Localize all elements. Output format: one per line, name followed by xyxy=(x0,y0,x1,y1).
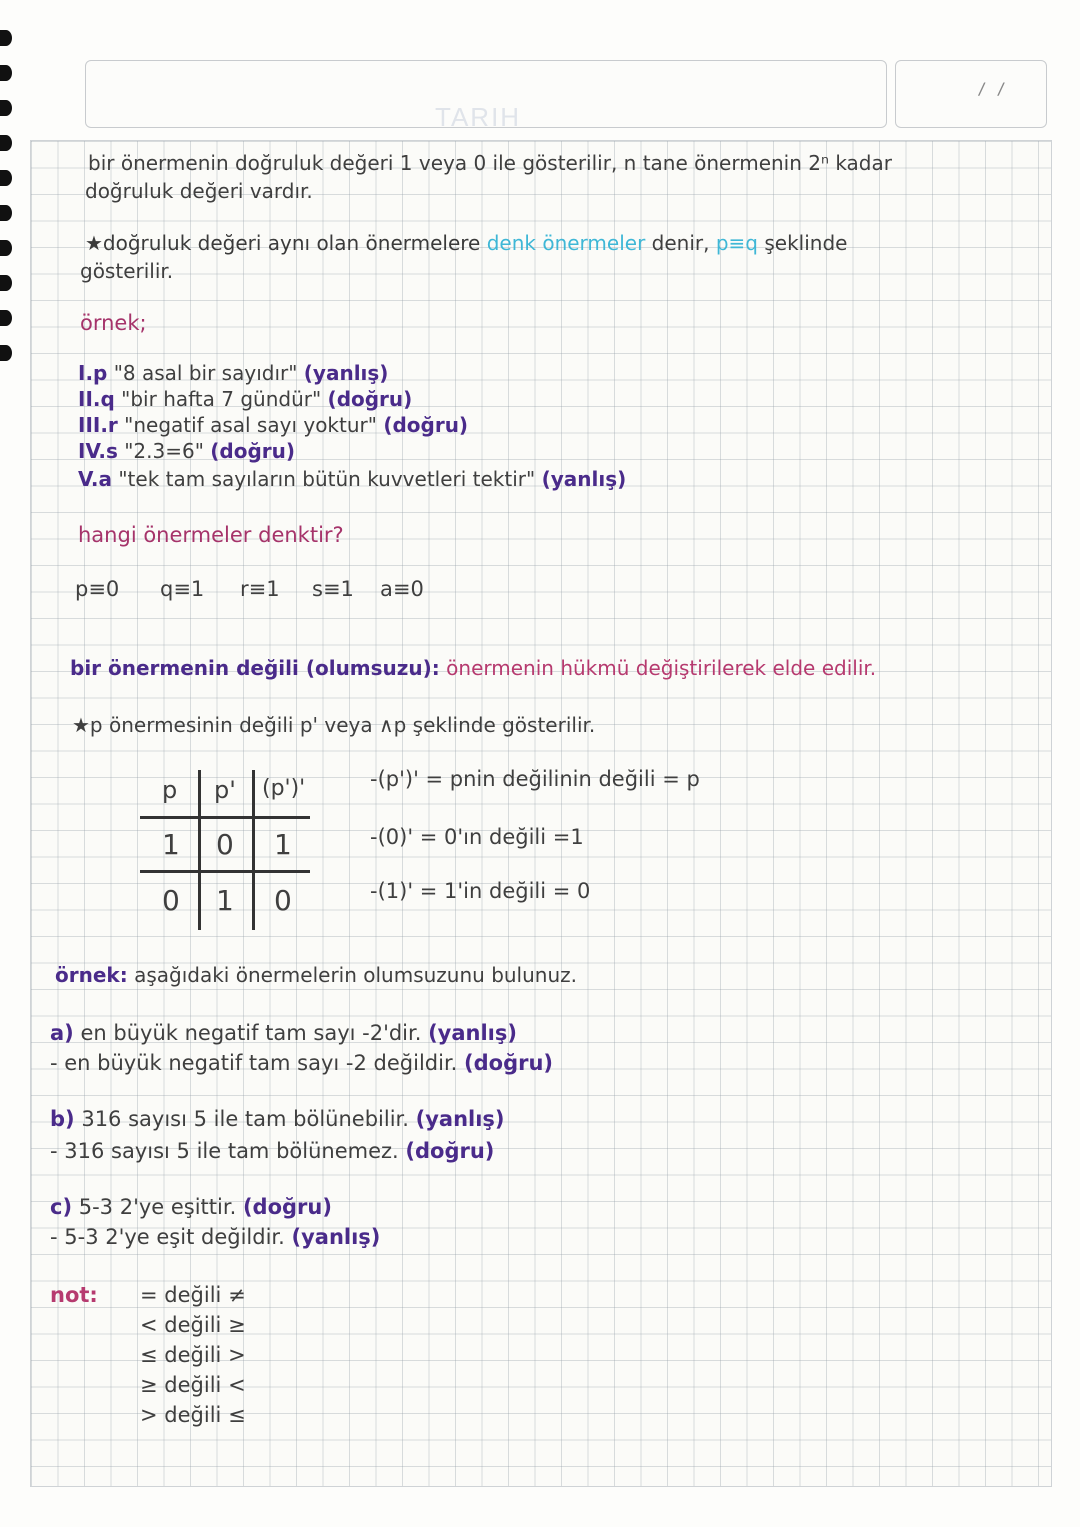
item-value: (doğru) xyxy=(210,439,296,463)
binder-hole xyxy=(0,205,12,221)
item-number: I.p xyxy=(78,361,108,385)
note-word: değili xyxy=(164,1283,222,1307)
negated-value: (yanlış) xyxy=(291,1225,381,1249)
note-negation: < xyxy=(228,1373,246,1397)
note-item xyxy=(140,1372,246,1398)
negated-statement: - 316 sayısı 5 ile tam bölünemez. xyxy=(50,1139,399,1163)
binder-hole xyxy=(0,65,12,81)
table-divider xyxy=(140,816,310,819)
item-number: IV.s xyxy=(78,439,118,463)
negation-rule: -(1)' = 1'in değili = 0 xyxy=(370,879,591,903)
item-statement: 5-3 2'ye eşittir. xyxy=(78,1195,237,1219)
note-item xyxy=(140,1342,246,1368)
table-divider xyxy=(198,770,201,930)
negation-rule: -(0)' = 0'ın değili =1 xyxy=(370,825,584,849)
binder-hole xyxy=(0,310,12,326)
note-symbol: ≤ xyxy=(140,1343,158,1367)
table-header: p' xyxy=(214,776,236,804)
note-word: değili xyxy=(164,1403,222,1427)
answer: s≡1 xyxy=(312,577,354,601)
answer: r≡1 xyxy=(240,577,280,601)
item-statement: 316 sayısı 5 ile tam bölünebilir. xyxy=(81,1107,409,1131)
note-negation: > xyxy=(228,1343,246,1367)
negated-value: (doğru) xyxy=(464,1051,554,1075)
item-value: (yanlış) xyxy=(415,1107,505,1131)
note-symbol: < xyxy=(140,1313,158,1337)
item-statement: en büyük negatif tam sayı -2'dir. xyxy=(80,1021,422,1045)
equivalent-term: denk önermeler xyxy=(486,231,646,255)
binder-hole xyxy=(0,30,12,46)
intro-line-1: bir önermenin doğruluk değeri 1 veya 0 ile gösterilir, n tane önermenin 2ⁿ kadar xyxy=(88,151,892,175)
note-symbol: ≥ xyxy=(140,1373,158,1397)
example2-negation xyxy=(50,1138,494,1164)
equivalent-suffix: şeklinde xyxy=(764,231,848,255)
note-item xyxy=(140,1402,246,1428)
item-text: "negatif asal sayı yoktur" xyxy=(124,413,377,437)
negation-rule: -(p')' = pnin değilinin değili = p xyxy=(370,767,700,791)
binder-hole xyxy=(0,275,12,291)
binder-hole xyxy=(0,100,12,116)
negation-notation-line: ★p önermesinin değili p' veya ∧p şeklinde gösterilir. xyxy=(72,713,596,737)
example1-item xyxy=(78,412,468,438)
note-symbol: = xyxy=(140,1283,158,1307)
answer: a≡0 xyxy=(380,577,424,601)
watermark: TARIH xyxy=(435,102,522,132)
item-value: (doğru) xyxy=(327,387,413,411)
example1-item xyxy=(78,438,295,464)
item-text: "bir hafta 7 gündür" xyxy=(121,387,322,411)
note-word: değili xyxy=(164,1313,222,1337)
negation-desc: önermenin hükmü değiştirilerek elde edilir. xyxy=(446,656,877,680)
note-word: değili xyxy=(164,1373,222,1397)
binder-hole xyxy=(0,170,12,186)
example2-instruction: aşağıdaki önermelerin olumsuzunu bulunuz. xyxy=(134,963,577,987)
example1-item xyxy=(78,386,412,412)
negation-truth-table xyxy=(140,770,310,930)
table-cell: 0 xyxy=(162,884,180,917)
note-negation: ≤ xyxy=(228,1403,246,1427)
example1-label: örnek; xyxy=(80,311,147,335)
table-cell: 0 xyxy=(216,828,234,861)
item-letter: b) xyxy=(50,1107,75,1131)
negated-statement: - en büyük negatif tam sayı -2 değildir. xyxy=(50,1051,458,1075)
negation-definition xyxy=(70,655,876,681)
table-cell: 1 xyxy=(274,828,292,861)
example1-item xyxy=(78,466,626,492)
note-item xyxy=(140,1312,246,1338)
equivalent-definition xyxy=(85,230,847,256)
example2-item xyxy=(50,1106,505,1132)
item-value: (yanlış) xyxy=(541,467,627,491)
table-header: p xyxy=(162,776,178,804)
example2-item xyxy=(50,1194,332,1220)
example2-item xyxy=(50,1020,517,1046)
date-slashes: / / xyxy=(977,79,1006,98)
table-header: (p')' xyxy=(262,776,306,801)
example1-item xyxy=(78,360,388,386)
example2-label: örnek: xyxy=(55,963,128,987)
item-text: "8 asal bir sayıdır" xyxy=(113,361,298,385)
intro-line-2: doğruluk değeri vardır. xyxy=(85,179,313,203)
item-number: III.r xyxy=(78,413,118,437)
negated-statement: - 5-3 2'ye eşit değildir. xyxy=(50,1225,285,1249)
item-number: V.a xyxy=(78,467,112,491)
note-word: değili xyxy=(164,1343,222,1367)
table-divider xyxy=(140,870,310,873)
item-value: (doğru) xyxy=(242,1195,332,1219)
item-letter: a) xyxy=(50,1021,74,1045)
table-divider xyxy=(252,770,255,930)
item-number: II.q xyxy=(78,387,115,411)
negation-title: bir önermenin değili (olumsuzu): xyxy=(70,656,440,680)
note-negation: ≥ xyxy=(228,1313,246,1337)
item-text: "tek tam sayıların bütün kuvvetleri tektir" xyxy=(118,467,536,491)
item-text: "2.3=6" xyxy=(124,439,204,463)
negated-value: (doğru) xyxy=(405,1139,495,1163)
table-cell: 0 xyxy=(274,884,292,917)
equivalent-line-2: gösterilir. xyxy=(80,259,174,283)
example2-negation xyxy=(50,1050,553,1076)
binder-hole xyxy=(0,345,12,361)
table-cell: 1 xyxy=(162,828,180,861)
note-symbol: > xyxy=(140,1403,158,1427)
binder-hole xyxy=(0,240,12,256)
example2-negation xyxy=(50,1224,380,1250)
item-letter: c) xyxy=(50,1195,73,1219)
equivalent-middle: denir, xyxy=(651,231,710,255)
example2-header xyxy=(55,962,577,988)
answer: q≡1 xyxy=(160,577,205,601)
note-negation: ≠ xyxy=(228,1283,246,1307)
example1-question: hangi önermeler denktir? xyxy=(78,523,344,547)
item-value: (yanlış) xyxy=(303,361,389,385)
note-item xyxy=(140,1282,246,1308)
binder-hole xyxy=(0,135,12,151)
note-label: not: xyxy=(50,1283,98,1307)
answer: p≡0 xyxy=(75,577,120,601)
binder-holes xyxy=(0,30,14,510)
date-box xyxy=(895,60,1047,128)
item-value: (yanlış) xyxy=(428,1021,517,1045)
equivalent-prefix: ★doğruluk değeri aynı olan önermelere xyxy=(85,231,481,255)
item-value: (doğru) xyxy=(383,413,469,437)
table-cell: 1 xyxy=(216,884,234,917)
equivalent-notation: p≡q xyxy=(715,231,758,255)
